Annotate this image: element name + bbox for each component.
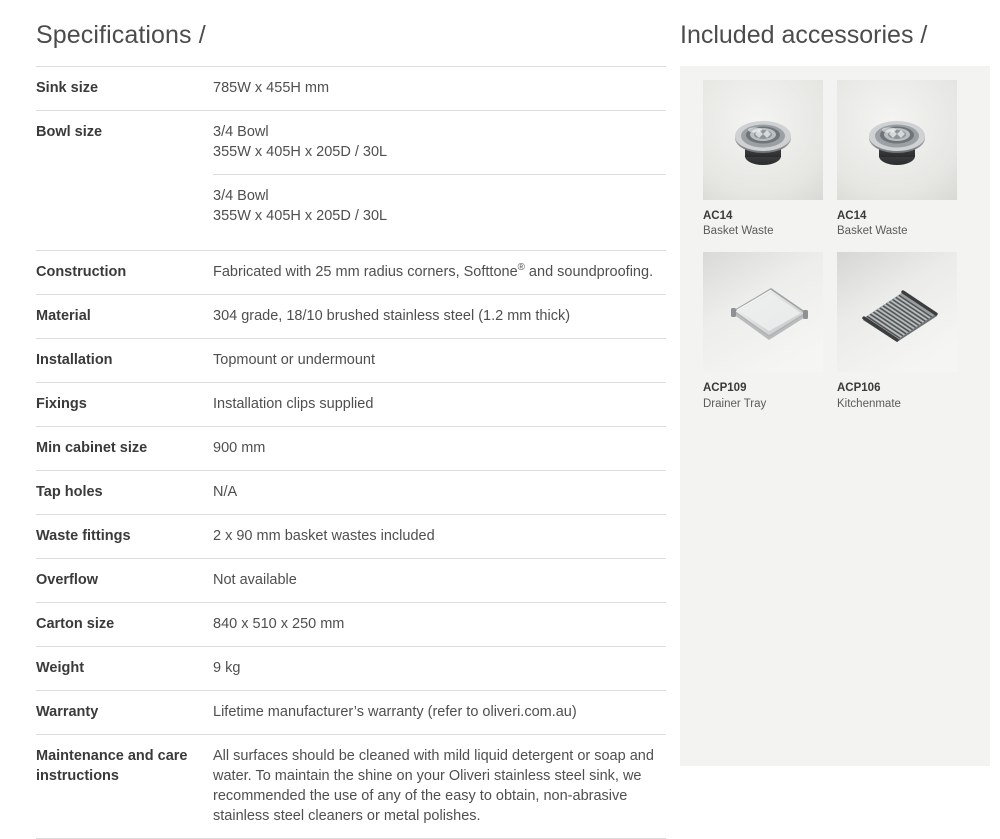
list-item: 3/4 Bowl 355W x 405H x 205D / 30L (213, 124, 388, 160)
spec-label: Waste fittings (36, 528, 131, 544)
specifications-heading: Specifications / (36, 21, 206, 49)
table-row (36, 295, 666, 339)
accessories-grid (703, 80, 971, 425)
spec-value: 2 x 90 mm basket wastes included (213, 528, 435, 544)
accessory-name: Basket Waste (837, 225, 908, 238)
table-row (36, 515, 666, 559)
spec-label: Fixings (36, 396, 87, 412)
spec-value: Installation clips supplied (213, 396, 374, 412)
spec-value: 900 mm (213, 440, 266, 456)
registered-mark-icon: ® (517, 262, 525, 274)
table-row (36, 339, 666, 383)
list-item: 3/4 Bowl 355W x 405H x 205D / 30L (213, 174, 666, 238)
spec-value: 304 grade, 18/10 brushed stainless steel (1.2 mm thick) (213, 308, 571, 324)
spec-label: Carton size (36, 616, 115, 632)
accessories-panel (680, 66, 990, 766)
spec-value: 840 x 510 x 250 mm (213, 616, 345, 632)
spec-label: Installation (36, 352, 113, 368)
accessory-item[interactable] (837, 252, 971, 411)
spec-label: Overflow (36, 572, 99, 588)
table-row (36, 559, 666, 603)
spec-label: Weight (36, 660, 85, 676)
accessory-code: ACP106 (837, 382, 881, 395)
spec-label: Min cabinet size (36, 440, 148, 456)
spec-value (213, 251, 666, 295)
spec-label: Construction (36, 264, 127, 280)
spec-value: 9 kg (213, 660, 241, 676)
accessory-item[interactable] (837, 80, 971, 239)
basket-waste-photo-icon (837, 80, 957, 200)
accessories-heading: Included accessories / (680, 21, 928, 49)
specifications-section (36, 0, 666, 839)
table-row (36, 471, 666, 515)
table-row (36, 251, 666, 295)
spec-label: Tap holes (36, 484, 103, 500)
spec-value: All surfaces should be cleaned with mild liquid detergent or soap and water. To maintain the shine on your Oliveri stainless steel sink, we recommended the use of any of the easy to obtain, non-abrasive stainless steel cleaners or metal polishes. (213, 748, 654, 824)
spec-label: Sink size (36, 80, 99, 96)
spec-value: Lifetime manufacturer’s warranty (refer to oliveri.com.au) (213, 704, 577, 720)
spec-label: Maintenance and care instructions (36, 748, 188, 784)
construction-text-post: and soundproofing. (524, 264, 654, 280)
bowl-size-list (213, 122, 666, 238)
kitchenmate-photo-icon (837, 252, 957, 372)
accessories-section (680, 0, 990, 766)
spec-value: Not available (213, 572, 297, 588)
accessory-name: Kitchenmate (837, 397, 901, 410)
specifications-table (36, 66, 666, 839)
table-row (36, 383, 666, 427)
table-row (36, 111, 666, 251)
construction-text-pre: Fabricated with 25 mm radius corners, Softtone (213, 264, 518, 280)
table-row (36, 427, 666, 471)
accessory-name: Basket Waste (703, 225, 774, 238)
table-row (36, 603, 666, 647)
spec-label: Material (36, 308, 91, 324)
basket-waste-photo-icon (703, 80, 823, 200)
table-row (36, 735, 666, 839)
spec-value: 785W x 455H mm (213, 80, 330, 96)
accessory-code: AC14 (703, 210, 733, 222)
spec-label: Warranty (36, 704, 99, 720)
table-row (36, 691, 666, 735)
spec-value (213, 111, 666, 251)
accessory-code: ACP109 (703, 382, 747, 395)
spec-value: Topmount or undermount (213, 352, 376, 368)
spec-label: Bowl size (36, 124, 103, 140)
spec-value: N/A (213, 484, 238, 500)
accessory-item[interactable] (703, 80, 837, 239)
accessory-code: AC14 (837, 210, 867, 222)
accessory-name: Drainer Tray (703, 397, 767, 410)
table-row (36, 647, 666, 691)
accessory-item[interactable] (703, 252, 837, 411)
table-row (36, 67, 666, 111)
drainer-tray-photo-icon (703, 252, 823, 372)
